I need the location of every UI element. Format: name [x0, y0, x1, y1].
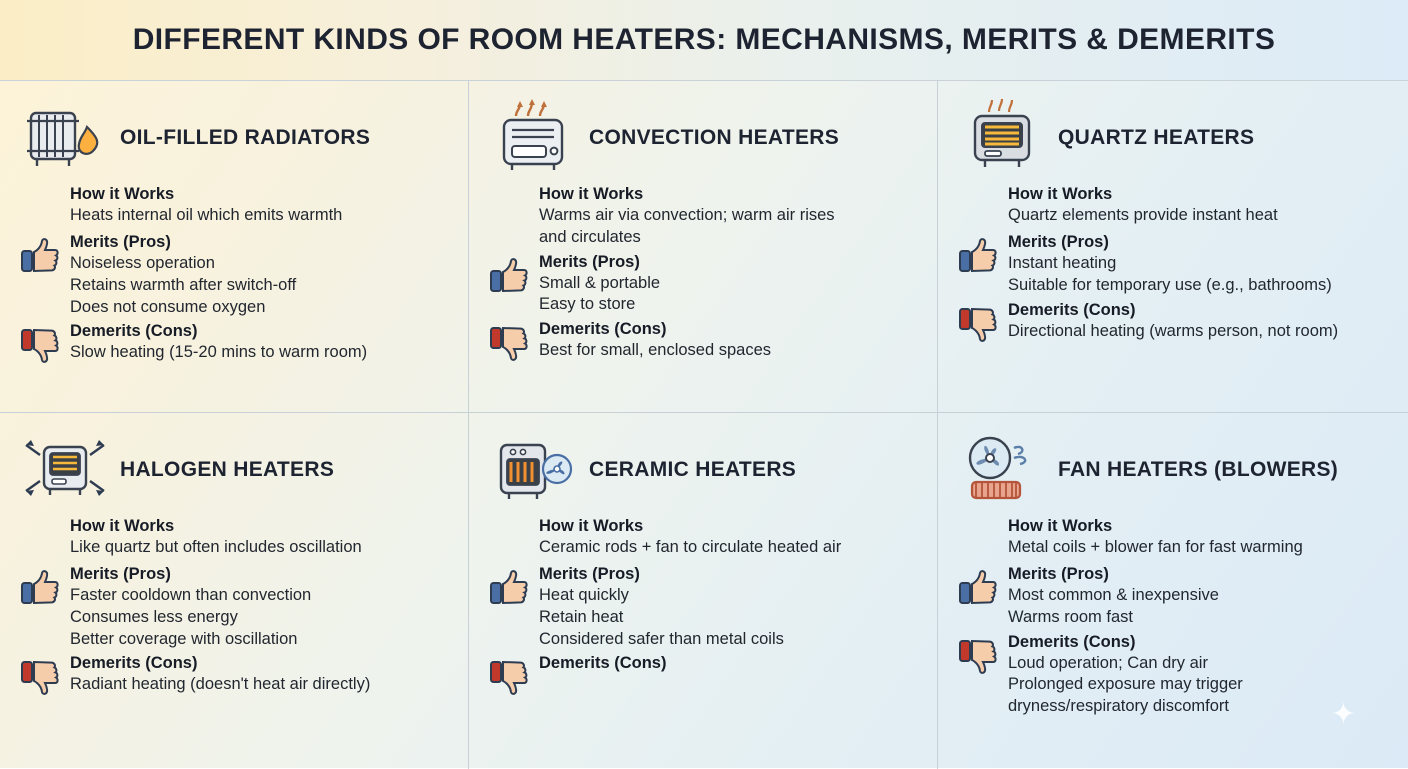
- merits-label: Merits (Pros): [1008, 565, 1109, 583]
- how-it-works-label: How it Works: [70, 517, 175, 535]
- thumbs-down-icon: [487, 320, 531, 364]
- how-it-works-line: Metal coils + blower fan for fast warming: [1008, 538, 1303, 556]
- how-it-works-label: How it Works: [539, 517, 644, 535]
- merit-item: Consumes less energy: [70, 607, 238, 626]
- demerits-label: Demerits (Cons): [70, 654, 198, 673]
- thumbs-up-icon: [487, 565, 531, 609]
- merit-item: Instant heating: [1008, 254, 1117, 272]
- thumbs-up-icon: [18, 233, 62, 277]
- halogen-heater-icon: [18, 429, 110, 511]
- demerits-section: [956, 633, 1390, 718]
- card-title: CONVECTION HEATERS: [589, 126, 840, 150]
- merits-section: [18, 233, 450, 318]
- card-fan-heaters: [938, 413, 1408, 769]
- thumbs-up-icon: [18, 565, 62, 609]
- merits-section: [18, 565, 450, 650]
- card-convection-heaters: [469, 81, 938, 413]
- merit-item: Noiseless operation: [70, 254, 215, 272]
- merit-item: Faster cooldown than convection: [70, 586, 312, 604]
- card-quartz-heaters: [938, 81, 1408, 413]
- how-it-works-label: How it Works: [539, 185, 644, 203]
- thumbs-down-icon: [18, 322, 62, 366]
- merit-item: Small & portable: [539, 273, 661, 292]
- card-header: [18, 95, 450, 181]
- card-header: [956, 427, 1390, 513]
- how-it-works-label: How it Works: [1008, 185, 1113, 203]
- how-it-works-section: [18, 185, 450, 229]
- card-title: CERAMIC HEATERS: [589, 458, 797, 482]
- how-it-works-section: [18, 517, 450, 561]
- merit-item: Better coverage with oscillation: [70, 629, 298, 648]
- quartz-heater-icon: [956, 97, 1048, 179]
- merits-label: Merits (Pros): [70, 233, 171, 251]
- merits-label: Merits (Pros): [70, 565, 171, 583]
- how-it-works-line: Warms air via convection; warm air rises: [539, 206, 835, 224]
- merits-section: [487, 253, 919, 317]
- merit-item: Easy to store: [539, 295, 636, 314]
- demerits-label: Demerits (Cons): [1008, 632, 1136, 651]
- merits-section: [956, 565, 1390, 629]
- cards-grid: [0, 81, 1408, 769]
- merit-item: Heat quickly: [539, 586, 629, 604]
- merit-item: Suitable for temporary use (e.g., bathrooms): [1008, 275, 1332, 294]
- demerits-section: [487, 654, 919, 698]
- page-title: DIFFERENT KINDS OF ROOM HEATERS: MECHANISMS, MERITS & DEMERITS: [132, 23, 1276, 56]
- demerits-section: [18, 322, 450, 366]
- card-ceramic-heaters: [469, 413, 938, 769]
- convection-heater-icon: [487, 97, 579, 179]
- card-title: QUARTZ HEATERS: [1058, 126, 1255, 150]
- card-header: [487, 427, 919, 513]
- merits-section: [487, 565, 919, 650]
- thumbs-up-icon: [956, 565, 1000, 609]
- demerit-item: Slow heating (15-20 mins to warm room): [70, 343, 368, 362]
- how-it-works-line: Ceramic rods + fan to circulate heated air: [539, 538, 842, 556]
- demerits-label: Demerits (Cons): [1008, 300, 1136, 319]
- merit-item: Retain heat: [539, 607, 624, 626]
- how-it-works-section: [487, 185, 919, 249]
- merits-label: Merits (Pros): [539, 565, 640, 583]
- how-it-works-label: How it Works: [1008, 517, 1113, 535]
- demerit-item: Prolonged exposure may trigger: [1008, 675, 1243, 694]
- how-it-works-line: Heats internal oil which emits warmth: [70, 206, 343, 224]
- merit-item: Does not consume oxygen: [70, 297, 266, 316]
- how-it-works-label: How it Works: [70, 185, 175, 203]
- card-halogen-heaters: [0, 413, 469, 769]
- card-header: [956, 95, 1390, 181]
- how-it-works-section: [956, 185, 1390, 229]
- ceramic-heater-icon: [487, 429, 579, 511]
- thumbs-down-icon: [956, 301, 1000, 345]
- card-header: [18, 427, 450, 513]
- demerit-item: Best for small, enclosed spaces: [539, 341, 772, 360]
- demerits-section: [18, 654, 450, 698]
- card-header: [487, 95, 919, 181]
- card-oil-filled-radiators: [0, 81, 469, 413]
- demerit-item: dryness/respiratory discomfort: [1008, 697, 1229, 716]
- demerits-section: [487, 320, 919, 364]
- thumbs-down-icon: [487, 654, 531, 698]
- how-it-works-line: and circulates: [539, 227, 641, 246]
- thumbs-up-icon: [956, 233, 1000, 277]
- merits-section: [956, 233, 1390, 297]
- demerit-item: Directional heating (warms person, not room): [1008, 321, 1339, 340]
- demerit-item: Loud operation; Can dry air: [1008, 653, 1208, 672]
- thumbs-down-icon: [956, 633, 1000, 677]
- how-it-works-section: [956, 517, 1390, 561]
- thumbs-up-icon: [487, 253, 531, 297]
- merit-item: Warms room fast: [1008, 607, 1133, 626]
- demerits-label: Demerits (Cons): [539, 320, 667, 339]
- demerits-label: Demerits (Cons): [539, 654, 667, 673]
- card-title: FAN HEATERS (BLOWERS): [1058, 458, 1339, 482]
- demerits-section: [956, 301, 1390, 345]
- how-it-works-line: Quartz elements provide instant heat: [1008, 206, 1278, 224]
- demerit-item: Radiant heating (doesn't heat air directly): [70, 675, 371, 694]
- fan-heater-icon: [956, 429, 1048, 511]
- sparkle-icon: ✦: [1330, 698, 1356, 731]
- merit-item: Retains warmth after switch-off: [70, 275, 297, 294]
- merit-item: Considered safer than metal coils: [539, 629, 784, 648]
- card-title: OIL-FILLED RADIATORS: [120, 126, 371, 150]
- merits-label: Merits (Pros): [539, 252, 640, 271]
- how-it-works-section: [487, 517, 919, 561]
- card-title: HALOGEN HEATERS: [120, 458, 335, 482]
- how-it-works-line: Like quartz but often includes oscillation: [70, 538, 362, 556]
- demerits-label: Demerits (Cons): [70, 322, 198, 341]
- merits-label: Merits (Pros): [1008, 233, 1109, 251]
- merit-item: Most common & inexpensive: [1008, 586, 1219, 604]
- thumbs-down-icon: [18, 654, 62, 698]
- oil-filled-radiator-icon: [18, 97, 110, 179]
- title-bar: [0, 0, 1408, 81]
